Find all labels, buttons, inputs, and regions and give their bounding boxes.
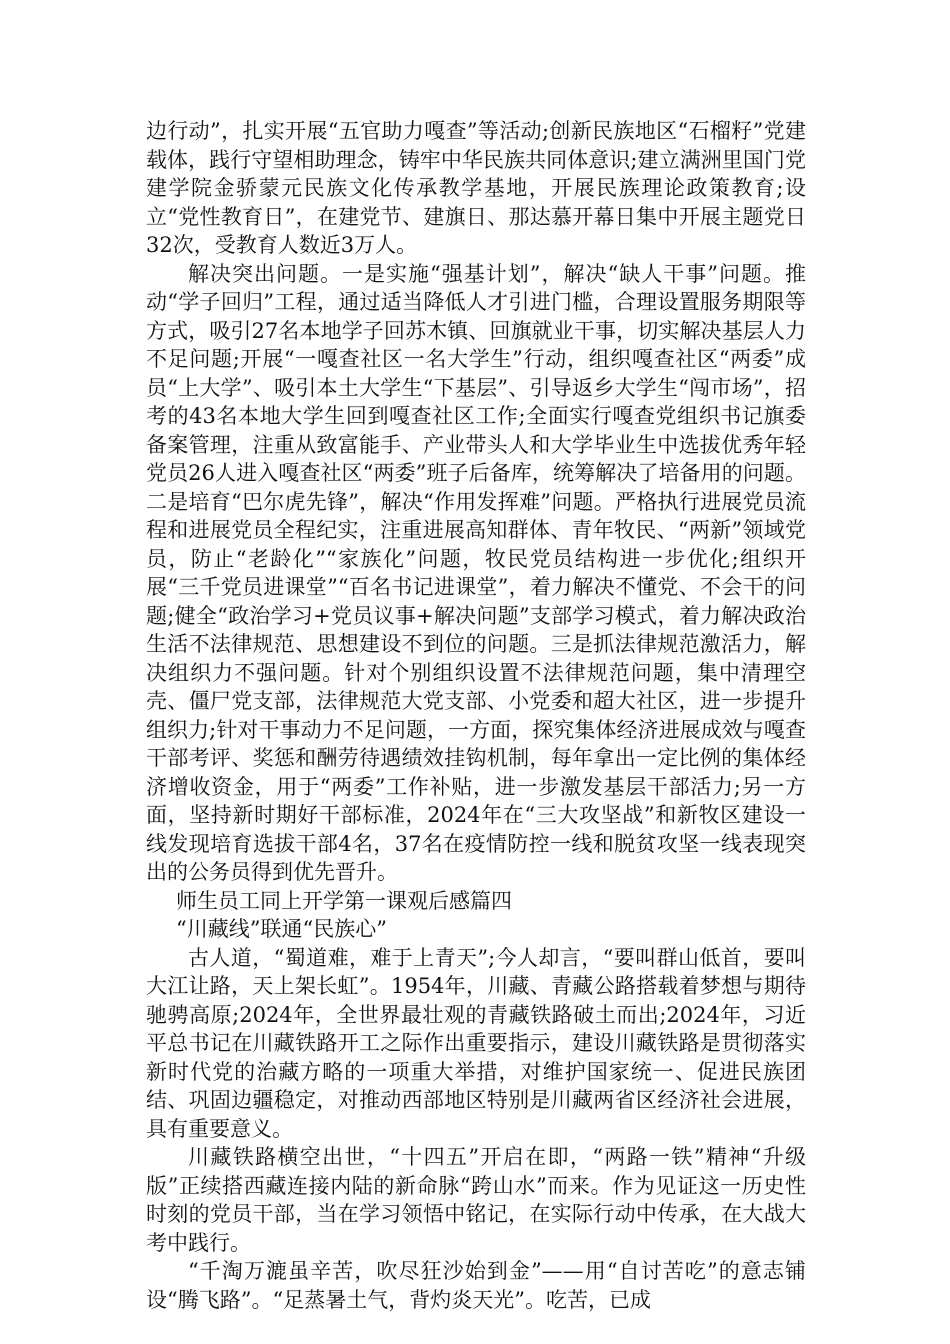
article-title: 师生员工同上开学第一课观后感篇四	[176, 888, 512, 913]
paragraph-solve-problems: 解决突出问题。一是实施“强基计划”，解决“缺人干事”问题。推动“学子回归”工程，通过适当降低人才引进门槛，合理设置服务期限等方式，吸引27名本地学子回苏木镇、回旗就业干事，切实解决基层人力不足问题;开展“一嘎查社区一名大学生”行动，组织嘎查社区“两委”成员“上大学”、吸引本土大学生“下基层”、引导返乡大学生“闯市场”，招考的43名本地大学生回到嘎查社区工作;全面实行嘎查党组织书记旗委备案管理，注重从致富能手、产业带头人和大学毕业生中选拔优秀年轻党员26人进入嘎查社区“两委”班子后备库，统筹解决了培备用的问题。二是培育“巴尔虎先锋”，解决“作用发挥难”问题。严格执行进展党员流程和进展党员全程纪实，注重进展高知群体、青年牧民、“两新”领域党员，防止“老龄化”“家族化”问题，牧民党员结构进一步优化;组织开展“三千党员进课堂”“百名书记进课堂”，着力解决不懂党、不会干的问题;健全“政治学习+党员议事+解决问题”支部学习模式，着力解决政治生活不法律规范、思想建设不到位的问题。三是抓法律规范激活力，解决组织力不强问题。针对个别组织设置不法律规范问题，集中清理空壳、僵尸党支部，法律规范大党支部、小党委和超大社区，进一步提升组织力;针对干事动力不足问题，一方面，探究集体经济进展成效与嘎查干部考评、奖惩和酬劳待遇绩效挂钩机制，每年拿出一定比例的集体经济增收资金，用于“两委”工作补贴，进一步激发基层干部活力;另一方面，坚持新时期好干部标准，2024年在“三大攻坚战”和新牧区建设一线发现培育选拔干部4名，37名在疫情防控一线和脱贫攻坚一线表现突出的公务员得到优先晋升。	[146, 261, 806, 884]
paragraph-history: 古人道，“蜀道难，难于上青天”;今人却言，“要叫群山低首，要叫大江让路，天上架长虹”。1954年，川藏、青藏公路搭载着梦想与期待驰骋高原;2024年，全世界最壮观的青藏铁路破土而出;2024年，习近平总书记在川藏铁路开工之际作出重要指示，建设川藏铁路是贯彻落实新时代党的治藏方略的一项重大举措，对维护国家统一、促进民族团结、巩固边疆稳定，对推动西部地区特别是川藏两省区经济社会进展，具有重要意义。	[146, 945, 806, 1141]
article-subtitle: “川藏线”联通“民族心”	[176, 917, 387, 941]
paragraph-continuation: 边行动”，扎实开展“五官助力嘎查”等活动;创新民族地区“石榴籽”党建载体，践行守望相助理念，铸牢中华民族共同体意识;建立满洲里国门党建学院金骄蒙元民族文化传承教学基地，开展民族理论政策教育;设立“党性教育日”，在建党节、建旗日、那达慕开幕日集中开展主题党日32次，受教育人数近3万人。	[146, 119, 806, 257]
document-body	[146, 117, 806, 1314]
paragraph-railway: 川藏铁路横空出世，“十四五”开启在即，“两路一铁”精神“升级版”正续搭西藏连接内陆的新命脉“跨山水”而来。作为见证这一历史性时刻的党员干部，当在学习领悟中铭记，在实际行动中传承，在大战大考中践行。	[146, 1145, 806, 1255]
paragraph-hardship: “千淘万漉虽辛苦，吹尽狂沙始到金”——用“自讨苦吃”的意志铺设“腾飞路”。“足蒸暑土气，背灼炎天光”。吃苦，已成	[146, 1259, 806, 1312]
